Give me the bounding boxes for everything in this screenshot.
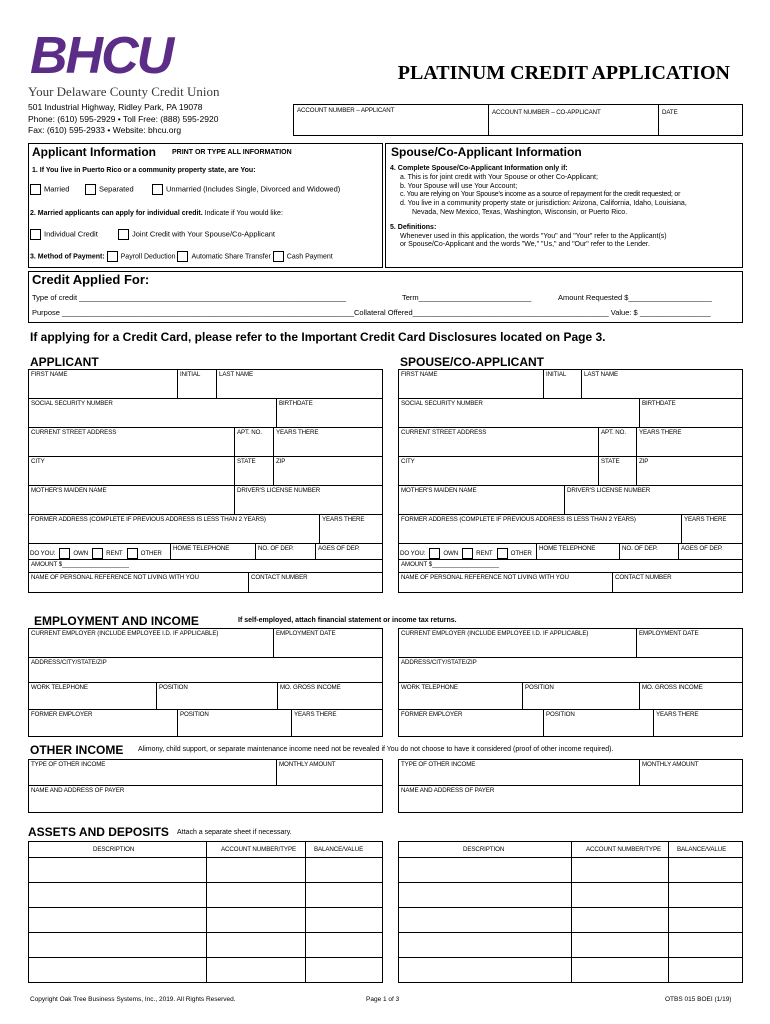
page-title: PLATINUM CREDIT APPLICATION <box>397 62 730 84</box>
account-applicant-field[interactable]: ACCOUNT NUMBER – APPLICANT <box>297 107 395 114</box>
applicant-employment-position-field[interactable]: POSITION <box>159 684 188 691</box>
assets-note: Attach a separate sheet if necessary. <box>177 829 292 836</box>
employment-heading: EMPLOYMENT AND INCOME <box>34 614 199 628</box>
credit-applied-title: Credit Applied For: <box>32 272 150 287</box>
applicant-amount-field[interactable]: AMOUNT $____________________ <box>31 561 129 568</box>
spouse-employment-gross-field[interactable]: MO. GROSS INCOME <box>642 684 703 691</box>
applicant-street-field[interactable]: CURRENT STREET ADDRESS <box>31 429 117 436</box>
spouse-employment-years-field[interactable]: YEARS THERE <box>656 711 699 718</box>
spouse-license-field[interactable]: DRIVER'S LICENSE NUMBER <box>567 487 651 494</box>
spouse-other-income-payer-field[interactable]: NAME AND ADDRESS OF PAYER <box>401 787 495 794</box>
separated-checkbox[interactable] <box>85 184 96 195</box>
applicant-residence-status: DO YOU: OWN RENT OTHER <box>30 548 166 559</box>
spouse-ssn-field[interactable]: SOCIAL SECURITY NUMBER <box>401 400 483 407</box>
applicant-maiden-field[interactable]: MOTHER'S MAIDEN NAME <box>31 487 107 494</box>
spouse-other-income-type-field[interactable]: TYPE OF OTHER INCOME <box>401 761 476 768</box>
applicant-apt-field[interactable]: APT. NO. <box>237 429 262 436</box>
applicant-employment-work-tel-field[interactable]: WORK TELEPHONE <box>31 684 88 691</box>
spouse-amount-field[interactable]: AMOUNT $____________________ <box>401 561 499 568</box>
other-income-note: Alimony, child support, or separate maintenance income need not be revealed if You do not choose to have it considered (proof of other income required). <box>138 746 614 753</box>
applicant-own-checkbox[interactable] <box>59 548 70 559</box>
applicant-row <box>28 456 383 486</box>
applicant-employment-employer-field[interactable]: CURRENT EMPLOYER (INCLUDE EMPLOYEE I.D. IF APPLICABLE) <box>31 630 219 637</box>
married-checkbox[interactable] <box>30 184 41 195</box>
spouse-birthdate-field[interactable]: BIRTHDATE <box>642 400 676 407</box>
cash-payment-checkbox[interactable] <box>273 251 284 262</box>
applicant-assets-acct-field[interactable]: ACCOUNT NUMBER/TYPE <box>221 846 296 853</box>
credit-card-notice: If applying for a Credit Card, please refer to the Important Credit Card Disclosures located on Page 3. <box>30 330 606 344</box>
spouse-employment-position-field[interactable]: POSITION <box>546 711 575 718</box>
spouse-assets-desc-field[interactable]: DESCRIPTION <box>463 846 505 853</box>
applicant-employment-years-field[interactable]: YEARS THERE <box>294 711 337 718</box>
assets-heading: ASSETS AND DEPOSITS <box>28 825 169 839</box>
applicant-employment-emp-date-field[interactable]: EMPLOYMENT DATE <box>276 630 336 637</box>
applicant-info-title: Applicant Information <box>32 145 156 159</box>
applicant-other-checkbox[interactable] <box>127 548 138 559</box>
unmarried-checkbox[interactable] <box>152 184 163 195</box>
spouse-zip-field[interactable]: ZIP <box>639 458 649 465</box>
print-note: PRINT OR TYPE ALL INFORMATION <box>172 149 292 156</box>
page-number: Page 1 of 3 <box>366 996 400 1003</box>
joint-credit-checkbox[interactable] <box>118 229 129 240</box>
employment-note: If self-employed, attach financial statement or income tax returns. <box>238 617 457 624</box>
amount-requested-field[interactable]: Amount Requested $____________________ <box>558 293 712 302</box>
applicant-years-there-field[interactable]: YEARS THERE <box>322 516 365 523</box>
spouse-last-name-field[interactable]: LAST NAME <box>584 371 619 378</box>
applicant-rent-checkbox[interactable] <box>92 548 103 559</box>
spouse-state-field[interactable]: STATE <box>601 458 620 465</box>
spouse-assets-acct-field[interactable]: ACCOUNT NUMBER/TYPE <box>586 846 661 853</box>
applicant-info-box <box>28 143 383 268</box>
spouse-reference-field[interactable]: NAME OF PERSONAL REFERENCE NOT LIVING WITH YOU <box>401 574 569 581</box>
spouse-employment-former-emp-field[interactable]: FORMER EMPLOYER <box>401 711 463 718</box>
spouse-no-dep-field[interactable]: NO. OF DEP. <box>622 545 658 552</box>
spouse-row <box>398 456 743 486</box>
spouse-years-there-field[interactable]: YEARS THERE <box>639 429 682 436</box>
spouse-employment-employer-field[interactable]: CURRENT EMPLOYER (INCLUDE EMPLOYEE I.D. IF APPLICABLE) <box>401 630 589 637</box>
spouse-ages-dep-field[interactable]: AGES OF DEP. <box>681 545 723 552</box>
spouse-heading: SPOUSE/CO-APPLICANT <box>400 355 545 369</box>
applicant-city-field[interactable]: CITY <box>31 458 45 465</box>
type-of-credit-field[interactable]: Type of credit ________________________________________________________________ <box>32 293 347 302</box>
applicant-employment-address-field[interactable]: ADDRESS/CITY/STATE/ZIP <box>31 659 107 666</box>
applicant-initial-field[interactable]: INITIAL <box>180 371 201 378</box>
spouse-street-field[interactable]: CURRENT STREET ADDRESS <box>401 429 487 436</box>
spouse-employment-address-field[interactable]: ADDRESS/CITY/STATE/ZIP <box>401 659 477 666</box>
applicant-row <box>28 369 383 399</box>
spouse-former-field[interactable]: FORMER ADDRESS (COMPLETE IF PREVIOUS ADDRESS IS LESS THAN 2 YEARS) <box>401 516 636 523</box>
copyright: Copyright Oak Tree Business Systems, Inc., 2019. All Rights Reserved. <box>30 996 236 1003</box>
account-coapplicant-field[interactable]: ACCOUNT NUMBER – CO-APPLICANT <box>492 109 601 116</box>
applicant-former-field[interactable]: FORMER ADDRESS (COMPLETE IF PREVIOUS ADDRESS IS LESS THAN 2 YEARS) <box>31 516 266 523</box>
credit-union-logo: BHCU <box>30 27 173 85</box>
spouse-city-field[interactable]: CITY <box>401 458 415 465</box>
spouse-apt-field[interactable]: APT. NO. <box>601 429 626 436</box>
automatic-transfer-checkbox[interactable] <box>177 251 188 262</box>
spouse-maiden-field[interactable]: MOTHER'S MAIDEN NAME <box>401 487 477 494</box>
applicant-last-name-field[interactable]: LAST NAME <box>219 371 254 378</box>
applicant-contact-field[interactable]: CONTACT NUMBER <box>251 574 308 581</box>
spouse-contact-field[interactable]: CONTACT NUMBER <box>615 574 672 581</box>
applicant-birthdate-field[interactable]: BIRTHDATE <box>279 400 313 407</box>
credit-union-address: 501 Industrial Highway, Ridley Park, PA 19078 Phone: (610) 595-2929 • Toll Free: (888) 595-2920 Fax: (610) 595-2933 • Website: bhcu.org <box>28 102 219 135</box>
applicant-home-tel-field[interactable]: HOME TELEPHONE <box>173 545 230 552</box>
spouse-info-title: Spouse/Co-Applicant Information <box>391 145 582 159</box>
applicant-heading: APPLICANT <box>30 355 99 369</box>
spouse-years-there-field[interactable]: YEARS THERE <box>684 516 727 523</box>
applicant-other-income-monthly-field[interactable]: MONTHLY AMOUNT <box>279 761 336 768</box>
payroll-deduction-checkbox[interactable] <box>107 251 118 262</box>
spouse-row <box>398 369 743 399</box>
applicant-ssn-field[interactable]: SOCIAL SECURITY NUMBER <box>31 400 113 407</box>
applicant-employment-position-field[interactable]: POSITION <box>180 711 209 718</box>
applicant-other-income-payer-field[interactable]: NAME AND ADDRESS OF PAYER <box>31 787 125 794</box>
form-number: OTBS 015 BOEI (1/19) <box>665 996 732 1003</box>
spouse-employment-work-tel-field[interactable]: WORK TELEPHONE <box>401 684 458 691</box>
purpose-field[interactable]: Purpose ______________________________________________________________________Collateral Offered_______________________________________________ Value: $ _________________ <box>32 308 711 317</box>
applicant-first-name-field[interactable]: FIRST NAME <box>31 371 68 378</box>
applicant-years-there-field[interactable]: YEARS THERE <box>276 429 319 436</box>
spouse-employment-emp-date-field[interactable]: EMPLOYMENT DATE <box>639 630 699 637</box>
spouse-other-income-monthly-field[interactable]: MONTHLY AMOUNT <box>642 761 699 768</box>
applicant-employment-gross-field[interactable]: MO. GROSS INCOME <box>280 684 341 691</box>
applicant-license-field[interactable]: DRIVER'S LICENSE NUMBER <box>237 487 321 494</box>
term-field[interactable]: Term___________________________ <box>402 293 532 302</box>
logo-tagline: Your Delaware County Credit Union <box>28 84 220 99</box>
date-field[interactable]: DATE <box>662 109 678 116</box>
other-income-heading: OTHER INCOME <box>30 743 124 757</box>
applicant-ages-dep-field[interactable]: AGES OF DEP. <box>318 545 360 552</box>
spouse-assets-bal-field[interactable]: BALANCE/VALUE <box>677 846 727 853</box>
spouse-own-checkbox[interactable] <box>429 548 440 559</box>
spouse-residence-status: DO YOU: OWN RENT OTHER <box>400 548 536 559</box>
applicant-employment-former-emp-field[interactable]: FORMER EMPLOYER <box>31 711 93 718</box>
applicant-no-dep-field[interactable]: NO. OF DEP. <box>258 545 294 552</box>
individual-credit-checkbox[interactable] <box>30 229 41 240</box>
spouse-other-checkbox[interactable] <box>497 548 508 559</box>
applicant-reference-field[interactable]: NAME OF PERSONAL REFERENCE NOT LIVING WITH YOU <box>31 574 199 581</box>
applicant-zip-field[interactable]: ZIP <box>276 458 286 465</box>
applicant-other-income-type-field[interactable]: TYPE OF OTHER INCOME <box>31 761 106 768</box>
spouse-employment-position-field[interactable]: POSITION <box>525 684 554 691</box>
applicant-assets-bal-field[interactable]: BALANCE/VALUE <box>314 846 364 853</box>
spouse-home-tel-field[interactable]: HOME TELEPHONE <box>539 545 596 552</box>
spouse-first-name-field[interactable]: FIRST NAME <box>401 371 438 378</box>
spouse-initial-field[interactable]: INITIAL <box>546 371 567 378</box>
spouse-rent-checkbox[interactable] <box>462 548 473 559</box>
applicant-state-field[interactable]: STATE <box>237 458 256 465</box>
applicant-assets-desc-field[interactable]: DESCRIPTION <box>93 846 135 853</box>
